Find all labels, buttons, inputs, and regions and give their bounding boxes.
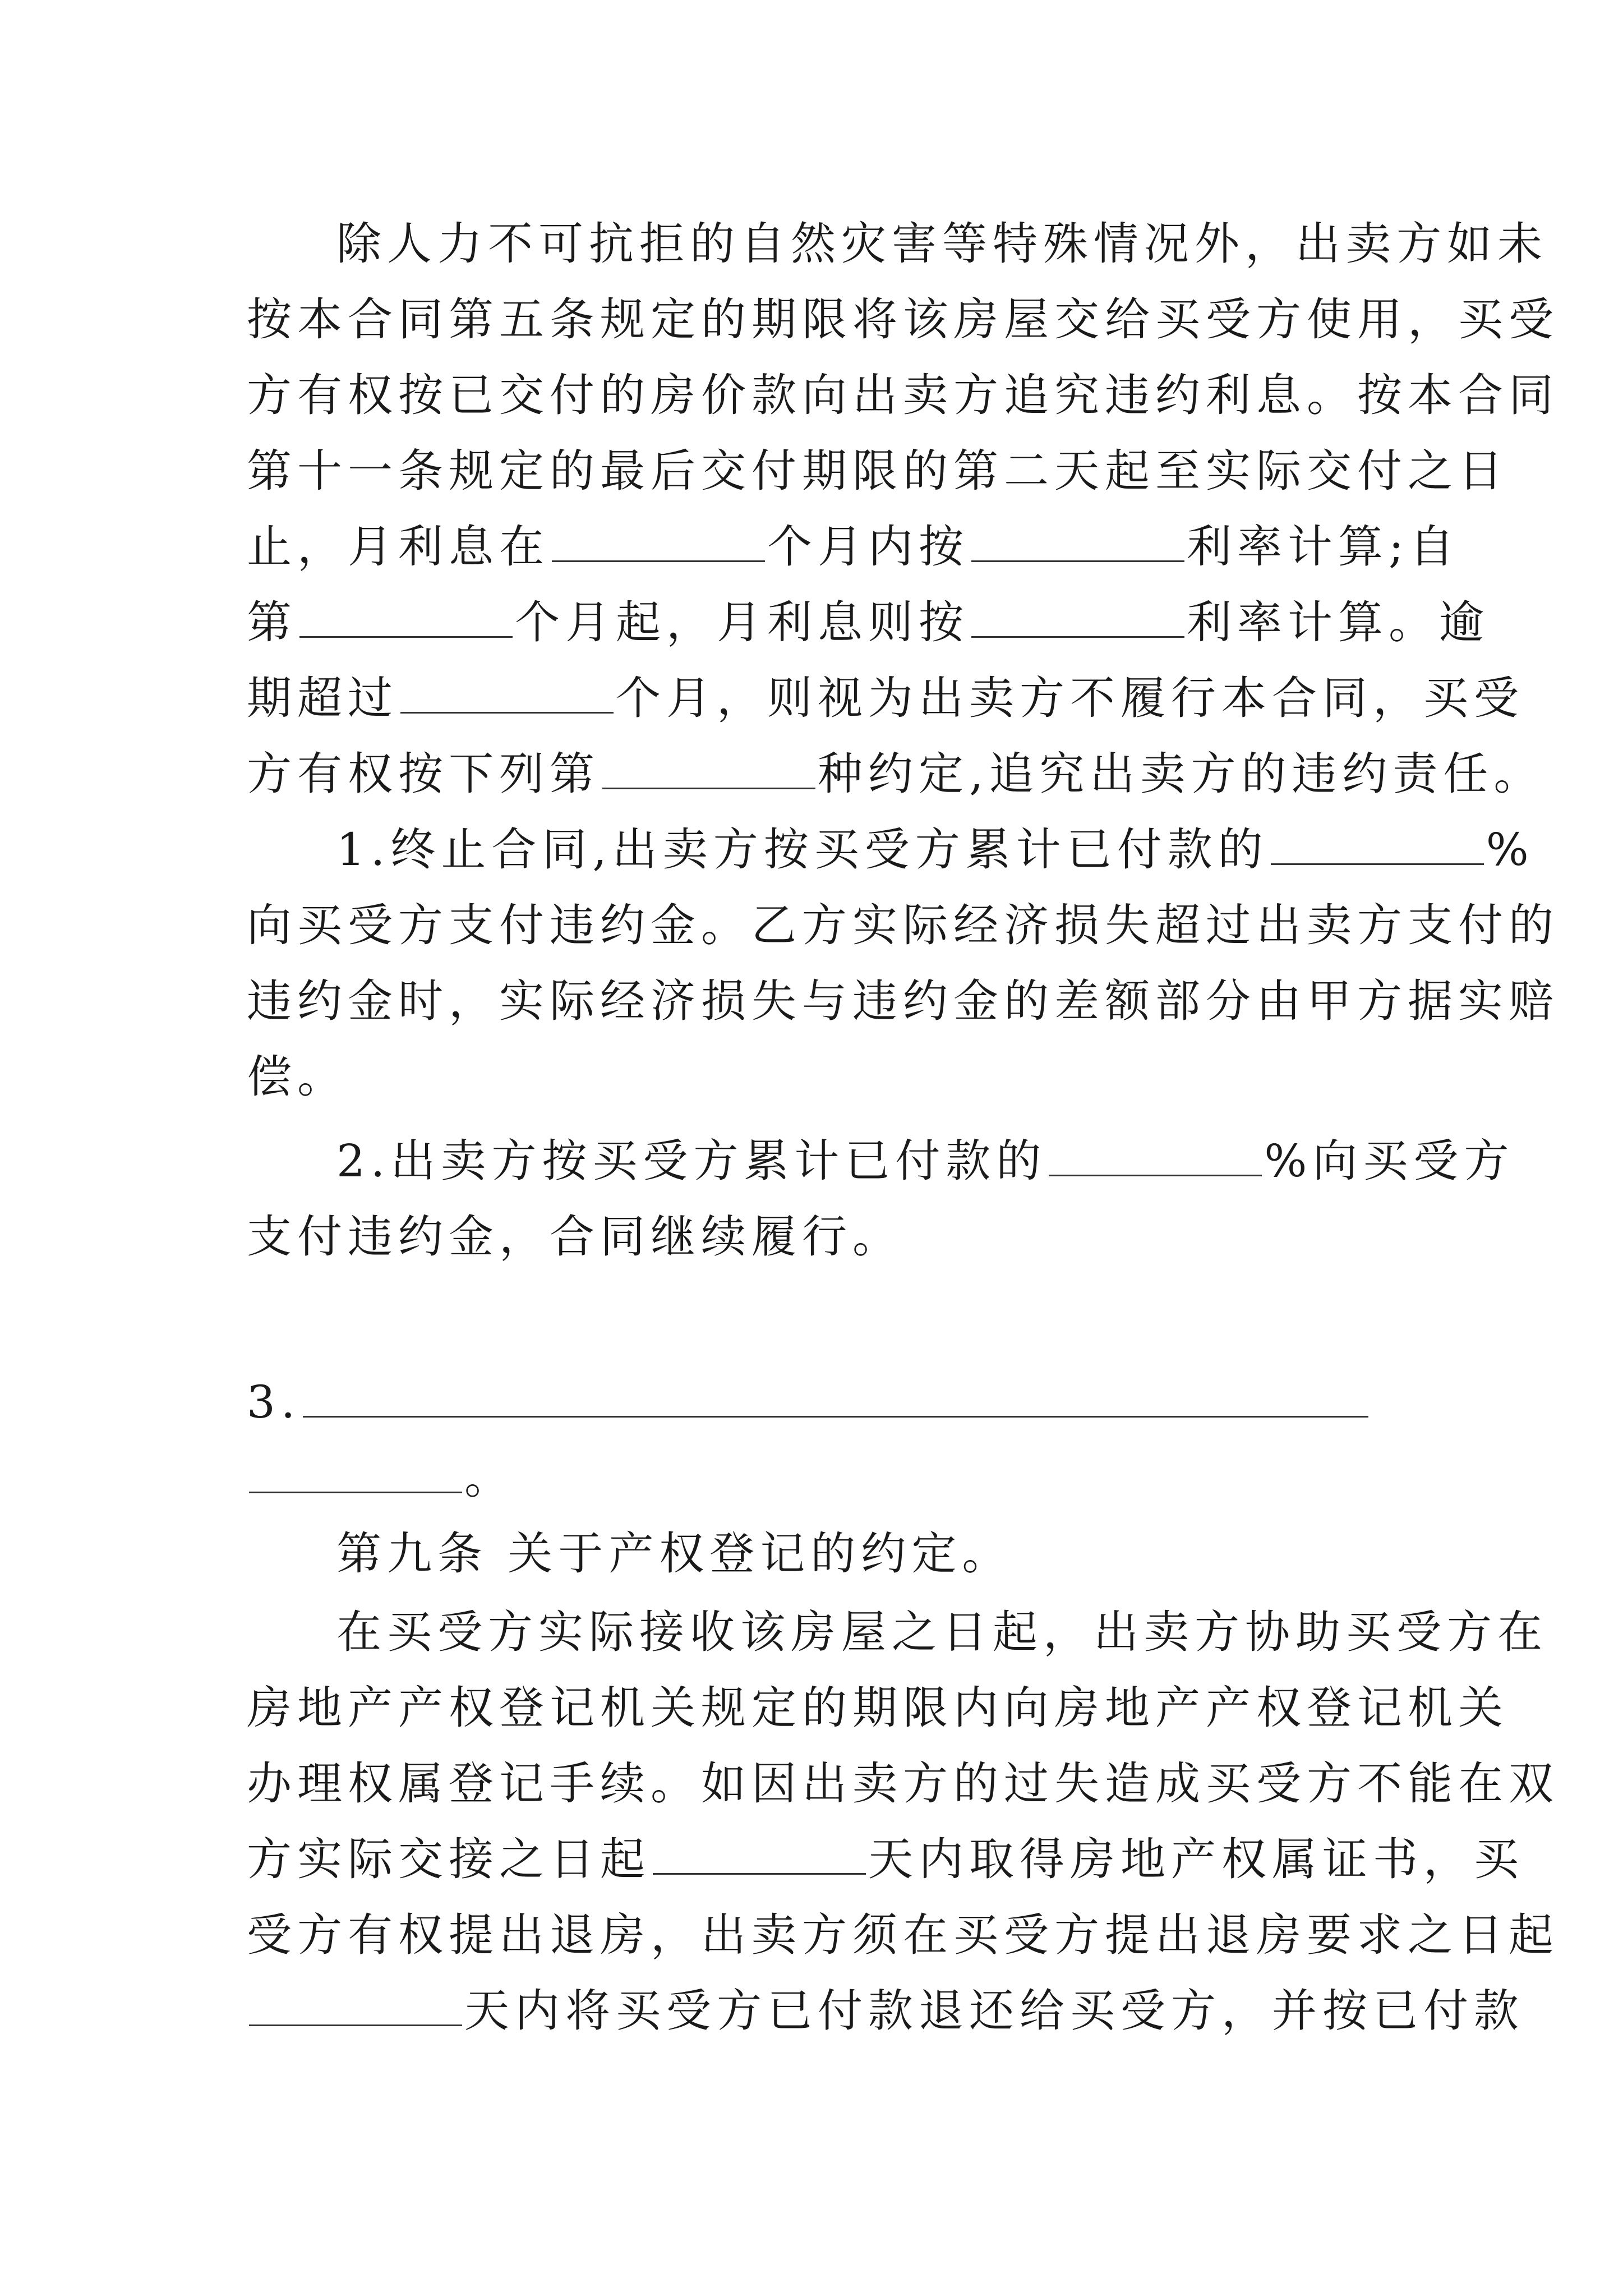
fill-blank[interactable] — [971, 521, 1184, 562]
article-9-line-4 — [247, 1832, 1524, 1888]
text-span: 个月起，月利息则按 — [515, 596, 969, 648]
text-span: 方有权按下列第 — [247, 748, 600, 800]
text-span: 受方有权提出退房，出卖方须在买受方提出退房要求之日起 — [247, 1909, 1559, 1961]
item-2-line-2 — [247, 1209, 1391, 1265]
text-span: %向买受方 — [1264, 1135, 1515, 1187]
fill-blank[interactable] — [299, 597, 513, 638]
text-span: 2.出卖方按买受方累计已付款的 — [336, 1135, 1047, 1187]
text-span: 天内取得房地产权属证书，买 — [868, 1833, 1524, 1885]
fill-blank[interactable] — [249, 1985, 462, 2026]
article-9-line-1 — [336, 1604, 1548, 1660]
paragraph-penalty-line-3 — [247, 367, 1559, 424]
text-span: 违约金时，实际经济损失与违约金的差额部分由甲方据实赔 — [247, 975, 1559, 1027]
item-1-line-3 — [247, 973, 1559, 1029]
text-span: 支付违约金，合同继续履行。 — [247, 1211, 903, 1263]
paragraph-penalty-line-1 — [336, 216, 1548, 272]
paragraph-penalty-line-8 — [247, 746, 1544, 802]
text-span: 办理权属登记手续。如因出卖方的过失造成买受方不能在双 — [247, 1757, 1559, 1810]
text-span: 个月内按 — [767, 521, 969, 573]
text-span: 种约定,追究出卖方的违约责任。 — [818, 748, 1544, 800]
text-span: 1.终止合同,出卖方按买受方累计已付款的 — [336, 823, 1269, 876]
text-span: 向买受方支付违约金。乙方实际经济损失超过出卖方支付的 — [247, 899, 1559, 951]
fill-blank[interactable] — [400, 673, 614, 714]
fill-blank[interactable] — [552, 521, 765, 562]
text-span: 3. — [247, 1376, 301, 1428]
text-span: 个月，则视为出卖方不履行本合同，买受 — [616, 672, 1524, 724]
article-9-line-6 — [247, 1983, 1524, 2039]
text-span: 天内将买受方已付款退还给买受方，并按已付款 — [464, 1985, 1524, 2037]
article-9-line-3 — [247, 1756, 1559, 1812]
fill-blank[interactable] — [1049, 1135, 1262, 1176]
text-span: % — [1486, 823, 1534, 876]
item-1-line-4 — [247, 1049, 1391, 1105]
fill-blank[interactable] — [653, 1834, 866, 1875]
text-span: 在买受方实际接收该房屋之日起，出卖方协助买受方在 — [336, 1606, 1548, 1658]
text-span: 房地产产权登记机关规定的期限内向房地产产权登记机关 — [247, 1682, 1509, 1734]
paragraph-penalty-line-4 — [247, 443, 1509, 499]
article-9-line-2 — [247, 1680, 1509, 1736]
paragraph-penalty-line-6 — [247, 595, 1490, 651]
text-span: 期超过 — [247, 672, 398, 724]
paragraph-penalty-line-7 — [247, 670, 1524, 726]
article-9-title — [336, 1526, 1391, 1582]
item-1-line-1 — [336, 822, 1534, 878]
text-span: 偿。 — [247, 1051, 348, 1103]
text-span: 按本合同第五条规定的期限将该房屋交给买受方使用，买受 — [247, 293, 1559, 346]
fill-blank[interactable] — [303, 1377, 1368, 1418]
item-1-line-2 — [247, 898, 1559, 954]
item-3-line-2 — [247, 1450, 1391, 1506]
paragraph-penalty-line-2 — [247, 292, 1559, 348]
fill-blank[interactable] — [602, 748, 815, 789]
item-2-line-1 — [336, 1133, 1515, 1189]
text-span: 止，月利息在 — [247, 521, 550, 573]
text-span: 第 — [247, 596, 297, 648]
fill-blank[interactable] — [971, 597, 1184, 638]
article-9-line-5 — [247, 1907, 1559, 1963]
fill-blank[interactable] — [1271, 824, 1484, 865]
fill-blank[interactable] — [249, 1452, 462, 1493]
text-span: 利率计算。逾 — [1187, 596, 1490, 648]
paragraph-penalty-line-5 — [247, 519, 1460, 575]
text-span: 第九条 关于产权登记的约定。 — [336, 1527, 1013, 1580]
item-3-line-1 — [247, 1374, 1391, 1430]
text-span: 除人力不可抗拒的自然灾害等特殊情况外，出卖方如未 — [336, 218, 1548, 270]
text-span: 方实际交接之日起 — [247, 1833, 651, 1885]
text-span: 方有权按已交付的房价款向出卖方追究违约利息。按本合同 — [247, 369, 1559, 421]
text-span: 利率计算;自 — [1187, 521, 1460, 573]
text-span: 第十一条规定的最后交付期限的第二天起至实际交付之日 — [247, 445, 1509, 497]
text-span: 。 — [464, 1452, 515, 1504]
